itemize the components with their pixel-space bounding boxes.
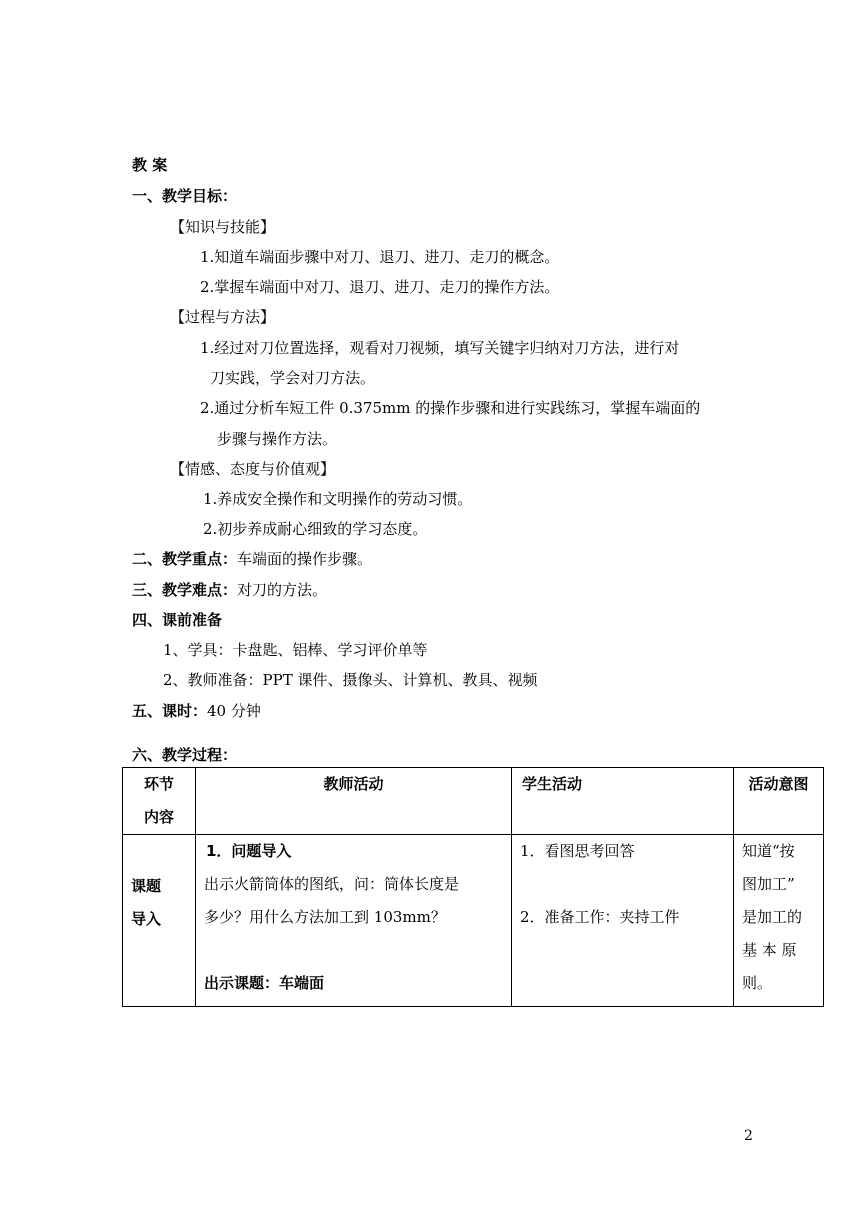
student-activity-line-1: 1．看图思考回答 (520, 842, 635, 860)
stage-line-1: 课题 (131, 877, 162, 895)
teaching-process-table (122, 767, 824, 1007)
objectives-heading: 一、教学目标： (132, 187, 238, 205)
process-item-2-line-1: 2.通过分析车短工件 0.375mm 的操作步骤和进行实践练习，掌握车端面的 (200, 399, 701, 417)
document-title: 教 案 (132, 156, 168, 174)
page-number: 2 (744, 1128, 753, 1144)
header-stage-cell (123, 768, 196, 835)
difficulty-heading: 三、教学难点： (132, 581, 238, 599)
intent-line-3: 是加工的 (742, 908, 803, 926)
duration-heading: 五、课时： (132, 702, 208, 720)
key-point-row (132, 549, 372, 569)
blank-line (196, 934, 511, 967)
header-teacher: 教师活动 (323, 775, 384, 793)
teacher-activity-topic: 出示课题：车端面 (204, 974, 325, 992)
student-activity-line-2: 2．准备工作：夹持工件 (520, 908, 680, 926)
process-heading: 六、教学过程： (132, 746, 238, 764)
process-item-2-line-2: 步骤与操作方法。 (217, 430, 338, 448)
process-item-1-line-1: 1.经过对刀位置选择，观看对刀视频，填写关键字归纳对刀方法，进行对 (200, 339, 680, 357)
table-header-row (123, 768, 824, 835)
student-activity-cell (512, 835, 734, 1007)
duration-text: 40 分钟 (207, 702, 261, 720)
header-teacher-cell (196, 768, 512, 835)
key-point-heading: 二、教学重点： (132, 550, 238, 568)
emotion-item-2: 2.初步养成耐心细致的学习态度。 (203, 520, 428, 538)
table-row (123, 835, 824, 1007)
teacher-activity-cell (196, 835, 512, 1007)
preparation-item-1: 1、学具：卡盘匙、铝棒、学习评价单等 (163, 641, 428, 659)
intent-line-1: 知道“按 (742, 842, 795, 860)
preparation-item-2: 2、教师准备：PPT 课件、摄像头、计算机、教具、视频 (163, 671, 538, 689)
key-point-text: 车端面的操作步骤。 (237, 550, 373, 568)
emotion-values-label: 【情感、态度与价值观】 (170, 460, 336, 478)
preparation-heading: 四、课前准备 (132, 611, 223, 629)
knowledge-item-2: 2.掌握车端面中对刀、退刀、进刀、走刀的操作方法。 (200, 278, 560, 296)
emotion-item-1: 1.养成安全操作和文明操作的劳动习惯。 (203, 490, 473, 508)
knowledge-skills-label: 【知识与技能】 (170, 218, 276, 236)
header-intent: 活动意图 (748, 775, 809, 793)
difficulty-text: 对刀的方法。 (237, 581, 328, 599)
process-method-label: 【过程与方法】 (170, 308, 276, 326)
teacher-activity-line-2: 多少？用什么方法加工到 103mm？ (204, 908, 446, 926)
intent-line-4: 基 本 原 (742, 941, 797, 959)
header-intent-cell (734, 768, 824, 835)
intent-cell (734, 835, 824, 1007)
intent-line-5: 则。 (742, 974, 773, 992)
difficulty-row (132, 580, 327, 600)
teacher-activity-title: 1．问题导入 (206, 842, 292, 860)
stage-line-2: 导入 (131, 910, 162, 928)
process-item-1-line-2: 刀实践，学会对刀方法。 (210, 369, 376, 387)
stage-cell (123, 835, 196, 1007)
header-stage-line-1: 环节 (143, 775, 174, 793)
teacher-activity-line-1: 出示火箭筒体的图纸，问：筒体长度是 (204, 875, 460, 893)
header-student: 学生活动 (522, 775, 583, 793)
knowledge-item-1: 1.知道车端面步骤中对刀、退刀、进刀、走刀的概念。 (200, 248, 560, 266)
header-student-cell (512, 768, 734, 835)
intent-line-2: 图加工” (742, 875, 795, 893)
blank-line (512, 868, 733, 901)
duration-row (132, 701, 261, 721)
header-stage-line-2: 内容 (143, 808, 174, 826)
